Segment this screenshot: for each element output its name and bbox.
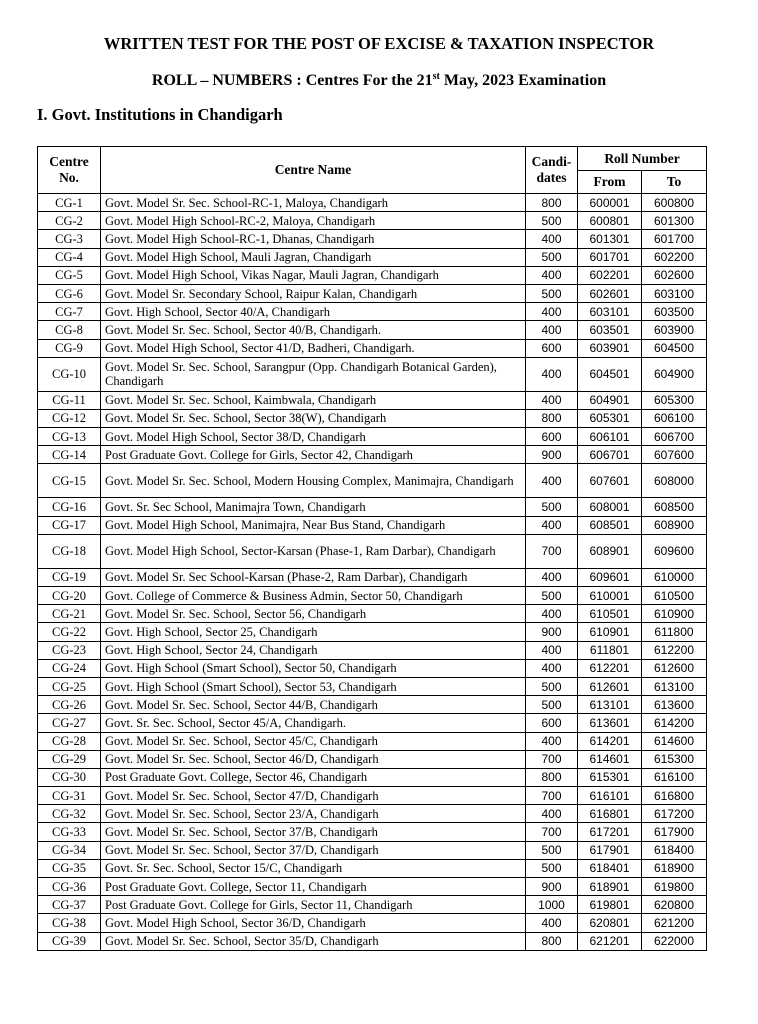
centre-name-cell: Govt. Model Sr. Sec. School, Kaimbwala, Chandigarh [101, 391, 526, 409]
centre-no-cell: CG-33 [38, 823, 101, 841]
table-row [38, 464, 707, 498]
roll-from-cell: 615301 [578, 768, 642, 786]
roll-from-cell: 601701 [578, 248, 642, 266]
candidates-cell: 600 [526, 714, 578, 732]
roll-to-cell: 619800 [642, 878, 707, 896]
candidates-cell: 500 [526, 696, 578, 714]
centre-no-cell: CG-38 [38, 914, 101, 932]
centre-no-cell: CG-26 [38, 696, 101, 714]
centre-no-cell: CG-18 [38, 534, 101, 568]
roll-to-cell: 601300 [642, 212, 707, 230]
candidates-cell: 400 [526, 914, 578, 932]
header-roll-number: Roll Number [578, 147, 707, 171]
roll-to-cell: 616800 [642, 787, 707, 805]
roll-from-cell: 608901 [578, 534, 642, 568]
centre-name-cell: Govt. Model Sr. Sec. School, Sector 37/B, Chandigarh [101, 823, 526, 841]
roll-from-cell: 616101 [578, 787, 642, 805]
table-body [38, 194, 707, 951]
centre-no-cell: CG-3 [38, 230, 101, 248]
candidates-cell: 800 [526, 768, 578, 786]
table-row [38, 914, 707, 932]
candidates-cell: 400 [526, 357, 578, 391]
roll-from-cell: 617901 [578, 841, 642, 859]
candidates-cell: 600 [526, 339, 578, 357]
roll-from-cell: 610901 [578, 623, 642, 641]
centre-no-cell: CG-17 [38, 516, 101, 534]
roll-from-cell: 605301 [578, 409, 642, 427]
candidates-cell: 600 [526, 428, 578, 446]
roll-from-cell: 604501 [578, 357, 642, 391]
centre-name-cell: Post Graduate Govt. College for Girls, Sector 42, Chandigarh [101, 446, 526, 464]
centre-no-cell: CG-6 [38, 284, 101, 302]
roll-from-cell: 620801 [578, 914, 642, 932]
roll-from-cell: 601301 [578, 230, 642, 248]
table-row [38, 805, 707, 823]
table-row [38, 428, 707, 446]
candidates-cell: 700 [526, 787, 578, 805]
candidates-cell: 800 [526, 409, 578, 427]
roll-to-cell: 611800 [642, 623, 707, 641]
centre-name-cell: Govt. Model Sr. Secondary School, Raipur Kalan, Chandigarh [101, 284, 526, 302]
roll-to-cell: 612600 [642, 659, 707, 677]
centre-name-cell: Govt. Model High School-RC-1, Dhanas, Chandigarh [101, 230, 526, 248]
centre-name-cell: Govt. Model Sr. Sec. School, Sector 23/A, Chandigarh [101, 805, 526, 823]
candidates-cell: 400 [526, 303, 578, 321]
roll-from-cell: 608501 [578, 516, 642, 534]
table-row [38, 321, 707, 339]
centre-no-cell: CG-16 [38, 498, 101, 516]
roll-from-cell: 621201 [578, 932, 642, 950]
roll-from-cell: 613101 [578, 696, 642, 714]
candidates-cell: 400 [526, 605, 578, 623]
table-row [38, 587, 707, 605]
centre-name-cell: Post Graduate Govt. College, Sector 46, Chandigarh [101, 768, 526, 786]
centre-name-cell: Post Graduate Govt. College, Sector 11, Chandigarh [101, 878, 526, 896]
table-row [38, 357, 707, 391]
roll-to-cell: 613600 [642, 696, 707, 714]
roll-from-cell: 618901 [578, 878, 642, 896]
table-row [38, 409, 707, 427]
centre-name-cell: Govt. High School (Smart School), Sector 53, Chandigarh [101, 677, 526, 695]
table-row [38, 932, 707, 950]
centre-no-cell: CG-23 [38, 641, 101, 659]
roll-to-cell: 605300 [642, 391, 707, 409]
centre-name-cell: Govt. Model Sr. Sec. School, Modern Housing Complex, Manimajra, Chandigarh [101, 464, 526, 498]
candidates-cell: 500 [526, 841, 578, 859]
centre-name-cell: Govt. Model Sr. Sec. School, Sector 37/D, Chandigarh [101, 841, 526, 859]
centre-no-cell: CG-21 [38, 605, 101, 623]
roll-to-cell: 603100 [642, 284, 707, 302]
table-row [38, 623, 707, 641]
roll-to-cell: 615300 [642, 750, 707, 768]
candidates-cell: 400 [526, 230, 578, 248]
centre-name-cell: Post Graduate Govt. College for Girls, Sector 11, Chandigarh [101, 896, 526, 914]
roll-to-cell: 613100 [642, 677, 707, 695]
candidates-cell: 500 [526, 212, 578, 230]
roll-from-cell: 614601 [578, 750, 642, 768]
roll-to-cell: 607600 [642, 446, 707, 464]
centre-no-cell: CG-19 [38, 568, 101, 586]
roll-to-cell: 608000 [642, 464, 707, 498]
centre-no-cell: CG-7 [38, 303, 101, 321]
table-row [38, 605, 707, 623]
centre-no-cell: CG-13 [38, 428, 101, 446]
centre-no-cell: CG-24 [38, 659, 101, 677]
table-row [38, 498, 707, 516]
centre-name-cell: Govt. Model High School-RC-2, Maloya, Chandigarh [101, 212, 526, 230]
centre-no-cell: CG-1 [38, 194, 101, 212]
roll-from-cell: 600001 [578, 194, 642, 212]
table-row [38, 659, 707, 677]
header-centre-no: Centre No. [38, 147, 101, 194]
centre-name-cell: Govt. Model Sr. Sec. School, Sector 47/D, Chandigarh [101, 787, 526, 805]
centre-name-cell: Govt. Sr. Sec School, Manimajra Town, Chandigarh [101, 498, 526, 516]
section-heading: I. Govt. Institutions in Chandigarh [37, 105, 283, 124]
candidates-cell: 400 [526, 321, 578, 339]
candidates-cell: 400 [526, 641, 578, 659]
roll-to-cell: 610000 [642, 568, 707, 586]
table-row [38, 446, 707, 464]
table-row [38, 212, 707, 230]
centre-name-cell: Govt. Model High School, Sector 41/D, Badheri, Chandigarh. [101, 339, 526, 357]
table-row [38, 859, 707, 877]
centre-name-cell: Govt. High School, Sector 24, Chandigarh [101, 641, 526, 659]
candidates-cell: 500 [526, 587, 578, 605]
centre-name-cell: Govt. High School (Smart School), Sector 50, Chandigarh [101, 659, 526, 677]
candidates-cell: 400 [526, 568, 578, 586]
centre-no-cell: CG-5 [38, 266, 101, 284]
centre-no-cell: CG-37 [38, 896, 101, 914]
table-row [38, 534, 707, 568]
centre-name-cell: Govt. Model Sr. Sec School-Karsan (Phase-2, Ram Darbar), Chandigarh [101, 568, 526, 586]
table-row [38, 714, 707, 732]
centre-no-cell: CG-2 [38, 212, 101, 230]
roll-to-cell: 617900 [642, 823, 707, 841]
centre-name-cell: Govt. Model High School, Sector 38/D, Chandigarh [101, 428, 526, 446]
roll-from-cell: 604901 [578, 391, 642, 409]
centre-name-cell: Govt. College of Commerce & Business Admin, Sector 50, Chandigarh [101, 587, 526, 605]
table-row [38, 391, 707, 409]
roll-to-cell: 606700 [642, 428, 707, 446]
table-row [38, 841, 707, 859]
roll-to-cell: 610500 [642, 587, 707, 605]
centre-name-cell: Govt. Model Sr. Sec. School, Sector 44/B, Chandigarh [101, 696, 526, 714]
table-row [38, 248, 707, 266]
roll-from-cell: 603501 [578, 321, 642, 339]
centre-name-cell: Govt. Model Sr. Sec. School, Sector 45/C, Chandigarh [101, 732, 526, 750]
centre-name-cell: Govt. Model Sr. Sec. School, Sector 38(W), Chandigarh [101, 409, 526, 427]
centre-no-cell: CG-11 [38, 391, 101, 409]
centre-no-cell: CG-31 [38, 787, 101, 805]
roll-to-cell: 614600 [642, 732, 707, 750]
roll-from-cell: 612201 [578, 659, 642, 677]
candidates-cell: 400 [526, 805, 578, 823]
table-row [38, 516, 707, 534]
table-row [38, 696, 707, 714]
roll-to-cell: 608900 [642, 516, 707, 534]
candidates-cell: 700 [526, 823, 578, 841]
centre-no-cell: CG-34 [38, 841, 101, 859]
centre-no-cell: CG-35 [38, 859, 101, 877]
centre-name-cell: Govt. Sr. Sec. School, Sector 15/C, Chandigarh [101, 859, 526, 877]
roll-from-cell: 606101 [578, 428, 642, 446]
subtitle-suffix: May, 2023 Examination [439, 72, 607, 89]
centre-no-cell: CG-25 [38, 677, 101, 695]
roll-from-cell: 616801 [578, 805, 642, 823]
candidates-cell: 400 [526, 464, 578, 498]
centre-no-cell: CG-22 [38, 623, 101, 641]
candidates-cell: 400 [526, 516, 578, 534]
roll-from-cell: 617201 [578, 823, 642, 841]
roll-from-cell: 609601 [578, 568, 642, 586]
roll-to-cell: 604500 [642, 339, 707, 357]
candidates-cell: 900 [526, 446, 578, 464]
roll-from-cell: 611801 [578, 641, 642, 659]
table-row [38, 568, 707, 586]
roll-from-cell: 613601 [578, 714, 642, 732]
roll-to-cell: 610900 [642, 605, 707, 623]
roll-to-cell: 621200 [642, 914, 707, 932]
candidates-cell: 500 [526, 498, 578, 516]
roll-to-cell: 616100 [642, 768, 707, 786]
table-row [38, 230, 707, 248]
centre-name-cell: Govt. Model Sr. Sec. School, Sector 56, Chandigarh [101, 605, 526, 623]
centre-no-cell: CG-9 [38, 339, 101, 357]
roll-to-cell: 604900 [642, 357, 707, 391]
centre-no-cell: CG-39 [38, 932, 101, 950]
centre-name-cell: Govt. Model High School, Manimajra, Near Bus Stand, Chandigarh [101, 516, 526, 534]
roll-number-table [37, 146, 707, 951]
centre-name-cell: Govt. High School, Sector 25, Chandigarh [101, 623, 526, 641]
centre-name-cell: Govt. Model High School, Sector-Karsan (Phase-1, Ram Darbar), Chandigarh [101, 534, 526, 568]
roll-from-cell: 606701 [578, 446, 642, 464]
centre-no-cell: CG-32 [38, 805, 101, 823]
table-row [38, 878, 707, 896]
header-centre-name: Centre Name [101, 147, 526, 194]
roll-to-cell: 603500 [642, 303, 707, 321]
candidates-cell: 500 [526, 677, 578, 695]
roll-to-cell: 603900 [642, 321, 707, 339]
table-row [38, 303, 707, 321]
candidates-cell: 500 [526, 284, 578, 302]
candidates-cell: 800 [526, 194, 578, 212]
subtitle-ordinal-suffix: st [432, 71, 440, 82]
candidates-cell: 500 [526, 248, 578, 266]
roll-to-cell: 620800 [642, 896, 707, 914]
roll-to-cell: 618400 [642, 841, 707, 859]
roll-from-cell: 610001 [578, 587, 642, 605]
subtitle-prefix: ROLL – NUMBERS : Centres For the 21 [151, 72, 433, 89]
table-row [38, 339, 707, 357]
roll-to-cell: 602200 [642, 248, 707, 266]
centre-no-cell: CG-27 [38, 714, 101, 732]
roll-from-cell: 610501 [578, 605, 642, 623]
header-to: To [642, 171, 707, 194]
candidates-cell: 700 [526, 750, 578, 768]
document-title: WRITTEN TEST FOR THE POST OF EXCISE & TAXATION INSPECTOR [103, 34, 655, 53]
roll-to-cell: 622000 [642, 932, 707, 950]
candidates-cell: 500 [526, 859, 578, 877]
roll-from-cell: 614201 [578, 732, 642, 750]
centre-no-cell: CG-15 [38, 464, 101, 498]
candidates-cell: 400 [526, 659, 578, 677]
candidates-cell: 400 [526, 266, 578, 284]
roll-to-cell: 614200 [642, 714, 707, 732]
table-row [38, 266, 707, 284]
roll-from-cell: 607601 [578, 464, 642, 498]
roll-from-cell: 619801 [578, 896, 642, 914]
centre-name-cell: Govt. Model High School, Vikas Nagar, Mauli Jagran, Chandigarh [101, 266, 526, 284]
roll-to-cell: 617200 [642, 805, 707, 823]
table-row [38, 750, 707, 768]
roll-from-cell: 608001 [578, 498, 642, 516]
roll-to-cell: 606100 [642, 409, 707, 427]
header-candidates: Candi-dates [526, 147, 578, 194]
candidates-cell: 800 [526, 932, 578, 950]
document-subtitle [0, 72, 758, 90]
roll-to-cell: 608500 [642, 498, 707, 516]
roll-to-cell: 618900 [642, 859, 707, 877]
candidates-cell: 400 [526, 391, 578, 409]
roll-from-cell: 603901 [578, 339, 642, 357]
roll-from-cell: 612601 [578, 677, 642, 695]
centre-no-cell: CG-8 [38, 321, 101, 339]
roll-to-cell: 602600 [642, 266, 707, 284]
roll-from-cell: 602601 [578, 284, 642, 302]
table-row [38, 284, 707, 302]
table-row [38, 641, 707, 659]
centre-name-cell: Govt. Model Sr. Sec. School, Sector 35/D, Chandigarh [101, 932, 526, 950]
table-row [38, 896, 707, 914]
centre-no-cell: CG-12 [38, 409, 101, 427]
table-row [38, 677, 707, 695]
centre-no-cell: CG-14 [38, 446, 101, 464]
table-row [38, 732, 707, 750]
table-row [38, 768, 707, 786]
header-from: From [578, 171, 642, 194]
roll-from-cell: 603101 [578, 303, 642, 321]
roll-from-cell: 602201 [578, 266, 642, 284]
roll-to-cell: 612200 [642, 641, 707, 659]
centre-name-cell: Govt. Model High School, Sector 36/D, Chandigarh [101, 914, 526, 932]
roll-from-cell: 618401 [578, 859, 642, 877]
centre-no-cell: CG-28 [38, 732, 101, 750]
table-row [38, 823, 707, 841]
centre-no-cell: CG-10 [38, 357, 101, 391]
centre-name-cell: Govt. Model High School, Mauli Jagran, Chandigarh [101, 248, 526, 266]
centre-name-cell: Govt. Model Sr. Sec. School, Sector 46/D, Chandigarh [101, 750, 526, 768]
centre-name-cell: Govt. High School, Sector 40/A, Chandigarh [101, 303, 526, 321]
centre-no-cell: CG-30 [38, 768, 101, 786]
centre-no-cell: CG-20 [38, 587, 101, 605]
table-row [38, 194, 707, 212]
centre-no-cell: CG-4 [38, 248, 101, 266]
centre-no-cell: CG-36 [38, 878, 101, 896]
centre-no-cell: CG-29 [38, 750, 101, 768]
roll-from-cell: 600801 [578, 212, 642, 230]
candidates-cell: 700 [526, 534, 578, 568]
centre-name-cell: Govt. Model Sr. Sec. School, Sarangpur (Opp. Chandigarh Botanical Garden), Chandigarh [101, 357, 526, 391]
roll-to-cell: 600800 [642, 194, 707, 212]
candidates-cell: 400 [526, 732, 578, 750]
centre-name-cell: Govt. Model Sr. Sec. School, Sector 40/B, Chandigarh. [101, 321, 526, 339]
roll-to-cell: 609600 [642, 534, 707, 568]
candidates-cell: 900 [526, 623, 578, 641]
centre-name-cell: Govt. Model Sr. Sec. School-RC-1, Maloya, Chandigarh [101, 194, 526, 212]
centre-name-cell: Govt. Sr. Sec. School, Sector 45/A, Chandigarh. [101, 714, 526, 732]
roll-to-cell: 601700 [642, 230, 707, 248]
candidates-cell: 900 [526, 878, 578, 896]
table-row [38, 787, 707, 805]
candidates-cell: 1000 [526, 896, 578, 914]
